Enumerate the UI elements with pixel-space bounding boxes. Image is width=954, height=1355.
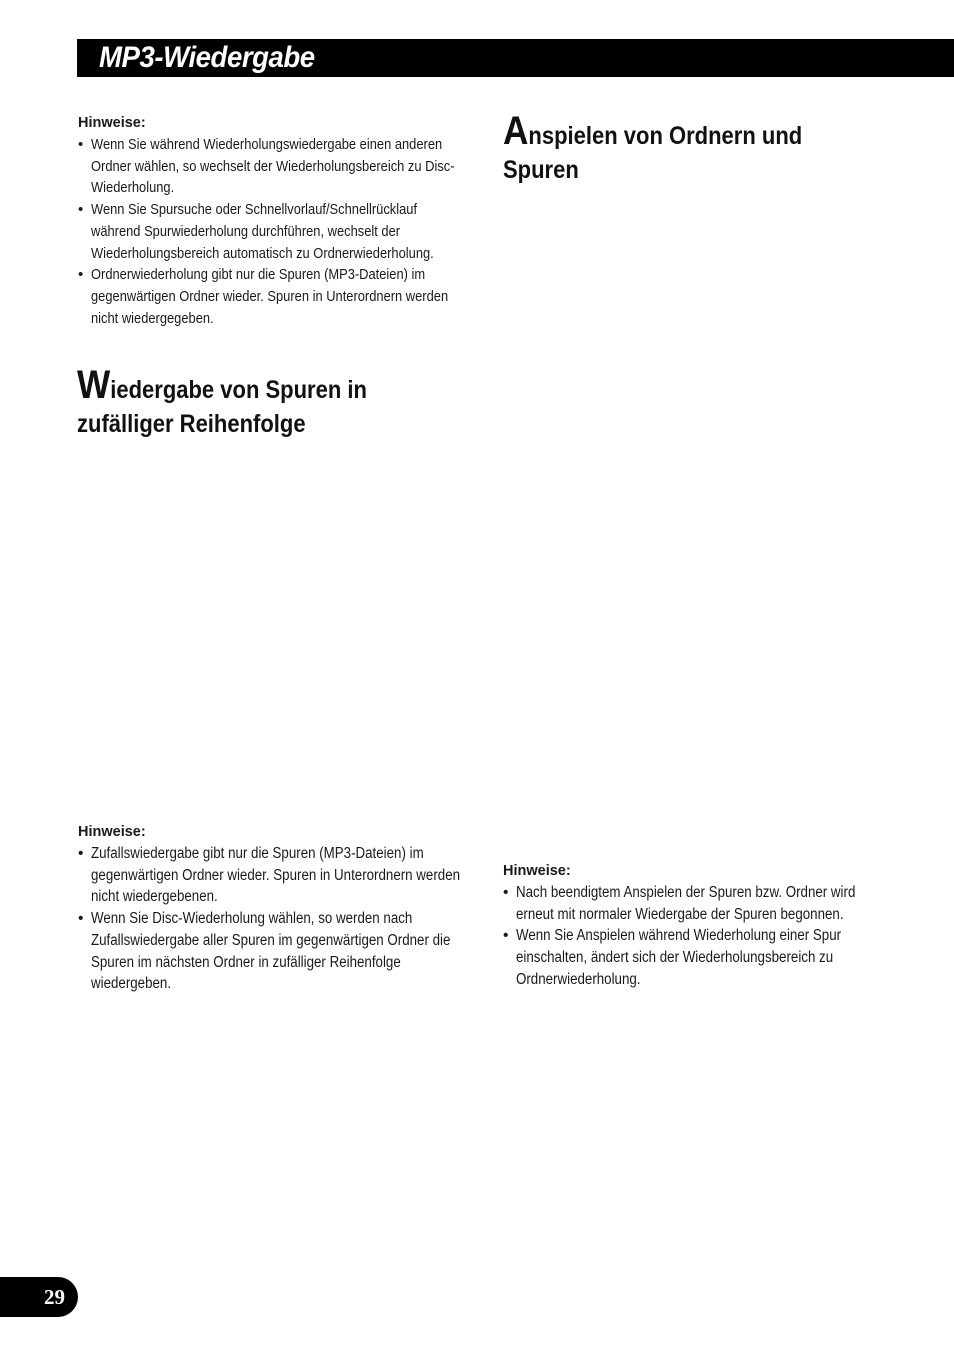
page-header-bar (77, 39, 954, 77)
notes-label: Hinweise: (503, 863, 571, 879)
notes-top-left (78, 114, 468, 329)
note-text: Nach beendigtem Anspielen der Spuren bzw. Ordner wird erneut mit normaler Wiedergabe der Spuren begonnen. (516, 884, 856, 923)
list-item (78, 908, 468, 995)
note-text: Ordnerwiederholung gibt nur die Spuren (MP3-Dateien) im gegenwärtigen Ordner wieder. Spuren in Unterordnern werden nicht wiedergegeben. (91, 266, 449, 327)
notes-list (78, 843, 468, 995)
bullet-icon: • (78, 266, 84, 284)
bullet-icon: • (503, 927, 509, 945)
bullet-icon: • (78, 910, 84, 928)
list-item (503, 882, 883, 925)
notes-bottom-left (78, 823, 468, 995)
page-title: MP3-Wiedergabe (99, 41, 315, 74)
section-title (77, 363, 429, 407)
note-text: Zufallswiedergabe gibt nur die Spuren (MP3-Dateien) im gegenwärtigen Ordner wieder. Spuren in Unterordnern werden nicht wiedergebenen. (91, 845, 461, 906)
note-text: Wenn Sie während Wiederholungswiedergabe einen anderen Ordner wählen, so wechselt der Wiederholungsbereich zu Disc-Wiederholung. (91, 136, 455, 197)
section-scan-heading (503, 109, 923, 187)
heading-initial: A (503, 109, 529, 153)
notes-list (78, 134, 468, 329)
list-item (78, 264, 468, 329)
bullet-icon: • (78, 201, 84, 219)
heading-text-line1: nspielen von Ordnern und (528, 122, 803, 150)
page-number: 29 (44, 1285, 65, 1309)
list-item (78, 843, 468, 908)
notes-list (503, 882, 883, 991)
note-text: Wenn Sie Spursuche oder Schnellvorlauf/Schnellrücklauf während Spurwiederholung durchführen, wechselt der Wiederholungsbereich automatisch zu Ordnerwiederholung. (91, 201, 434, 262)
note-text: Wenn Sie Anspielen während Wiederholung einer Spur einschalten, ändert sich der Wiederholungsbereich zu Ordnerwiederholung. (516, 927, 842, 988)
notes-label: Hinweise: (78, 115, 146, 131)
heading-text-line2: Spuren (503, 156, 579, 184)
notes-label: Hinweise: (78, 824, 146, 840)
notes-right (503, 862, 883, 991)
bullet-icon: • (78, 845, 84, 862)
section-random-heading (77, 363, 477, 441)
heading-text-line1: iedergabe von Spuren in (110, 376, 367, 404)
page-number-tab (0, 1277, 78, 1317)
list-item (78, 199, 468, 264)
section-title (503, 109, 873, 153)
list-item (78, 134, 468, 199)
bullet-icon: • (78, 136, 84, 153)
note-text: Wenn Sie Disc-Wiederholung wählen, so werden nach Zufallswiedergabe aller Spuren im gegenwärtigen Ordner die Spuren im nächsten Ordner in zufälliger Reihenfolge wiedergeben. (91, 910, 451, 993)
bullet-icon: • (503, 884, 509, 901)
heading-initial: W (77, 363, 111, 407)
list-item (503, 925, 883, 990)
heading-text-line2: zufälliger Reihenfolge (77, 410, 306, 438)
